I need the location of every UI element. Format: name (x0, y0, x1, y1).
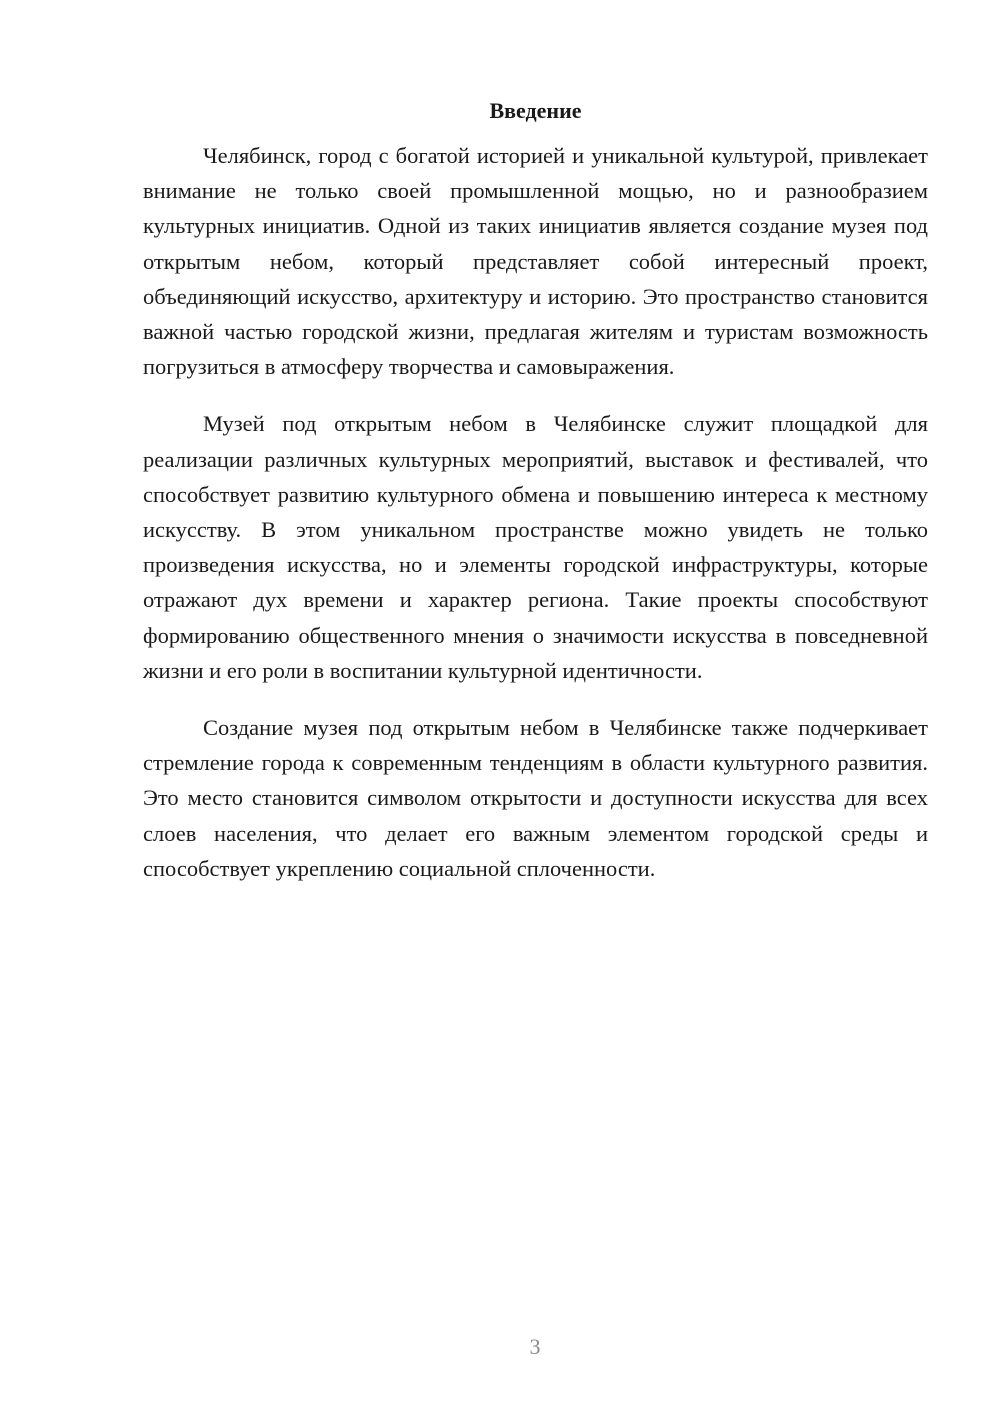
section-heading: Введение (489, 98, 582, 123)
paragraph-1: Челябинск, город с богатой историей и уникальной культурой, привлекает внимание не только своей промышленной мощью, но и разнообразием культурных инициатив. Одной из таких инициатив является создание музея под открытым небом, который представляет собой интересный проект, объединяющий искусство, архитектуру и историю. Это пространство становится важной частью городской жизни, предлагая жителям и туристам возможность погрузиться в атмосферу творчества и самовыражения. (143, 143, 928, 380)
paragraph-2: Музей под открытым небом в Челябинске служит площадкой для реализации различных культурных мероприятий, выставок и фестивалей, что способствует развитию культурного обмена и повышению интереса к местному искусству. В этом уникальном пространстве можно увидеть не только произведения искусства, но и элементы городской инфраструктуры, которые отражают дух времени и характер региона. Такие проекты способствуют формированию общественного мнения о значимости искусства в повседневной жизни и его роли в воспитании культурной идентичности. (143, 411, 928, 683)
page-content (143, 96, 928, 886)
page-number: 3 (529, 1334, 541, 1359)
paragraph-3: Создание музея под открытым небом в Челябинске также подчеркивает стремление города к современным тенденциям в области культурного развития. Это место становится символом открытости и доступности искусства для всех слоев населения, что делает его важным элементом городской среды и способствует укреплению социальной сплоченности. (143, 715, 928, 881)
